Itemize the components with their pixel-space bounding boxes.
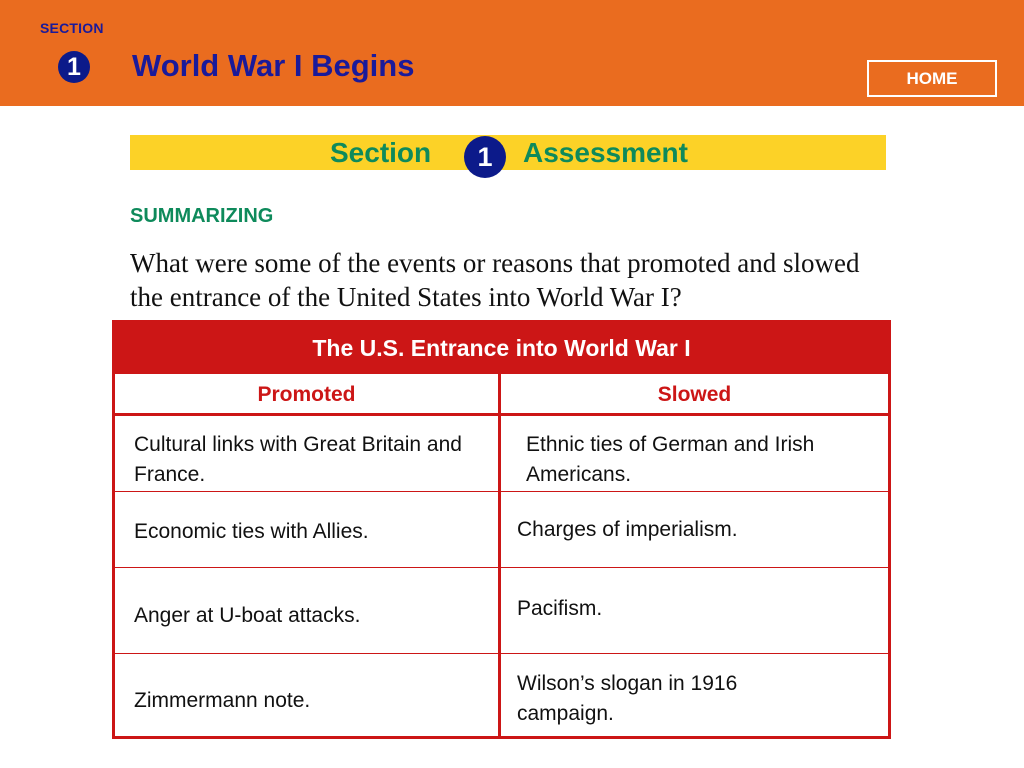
entrance-table: [112, 320, 891, 739]
table-cell-slowed-2: Charges of imperialism.: [517, 518, 738, 541]
row-divider: [115, 567, 888, 568]
question-text: What were some of the events or reasons that promoted and slowed the entrance of the United States into World War I?: [130, 248, 860, 312]
table-cell-promoted-1: Cultural links with Great Britain and France.: [134, 433, 462, 486]
table-cell-slowed-4: Wilson’s slogan in 1916 campaign.: [517, 672, 738, 725]
section-label: SECTION: [40, 20, 104, 36]
table-cell-promoted-3: Anger at U-boat attacks.: [134, 604, 361, 627]
table-cell-promoted-4: Zimmermann note.: [134, 689, 311, 712]
home-button[interactable]: HOME: [867, 60, 997, 97]
page-title: World War I Begins: [132, 48, 415, 83]
table-cell-slowed-1: Ethnic ties of German and Irish Americans.: [526, 433, 815, 486]
section-number-badge: 1: [58, 51, 90, 83]
column-header-slowed: Slowed: [657, 383, 732, 406]
header-divider: [115, 413, 888, 416]
column-header-promoted: Promoted: [257, 383, 356, 406]
table-title: The U.S. Entrance into World War I: [115, 323, 888, 374]
header-bar: [0, 0, 1024, 106]
column-divider: [498, 374, 501, 739]
assessment-banner: [130, 135, 886, 170]
assessment-number-badge: 1: [464, 136, 506, 178]
table-cell-promoted-2: Economic ties with Allies.: [134, 520, 369, 543]
row-divider: [115, 653, 888, 654]
assessment-word: Assessment: [523, 137, 688, 168]
assessment-section-word: Section: [330, 137, 432, 168]
row-divider: [115, 491, 888, 492]
table-cell-slowed-3: Pacifism.: [517, 597, 603, 620]
summarizing-heading: SUMMARIZING: [130, 205, 274, 227]
